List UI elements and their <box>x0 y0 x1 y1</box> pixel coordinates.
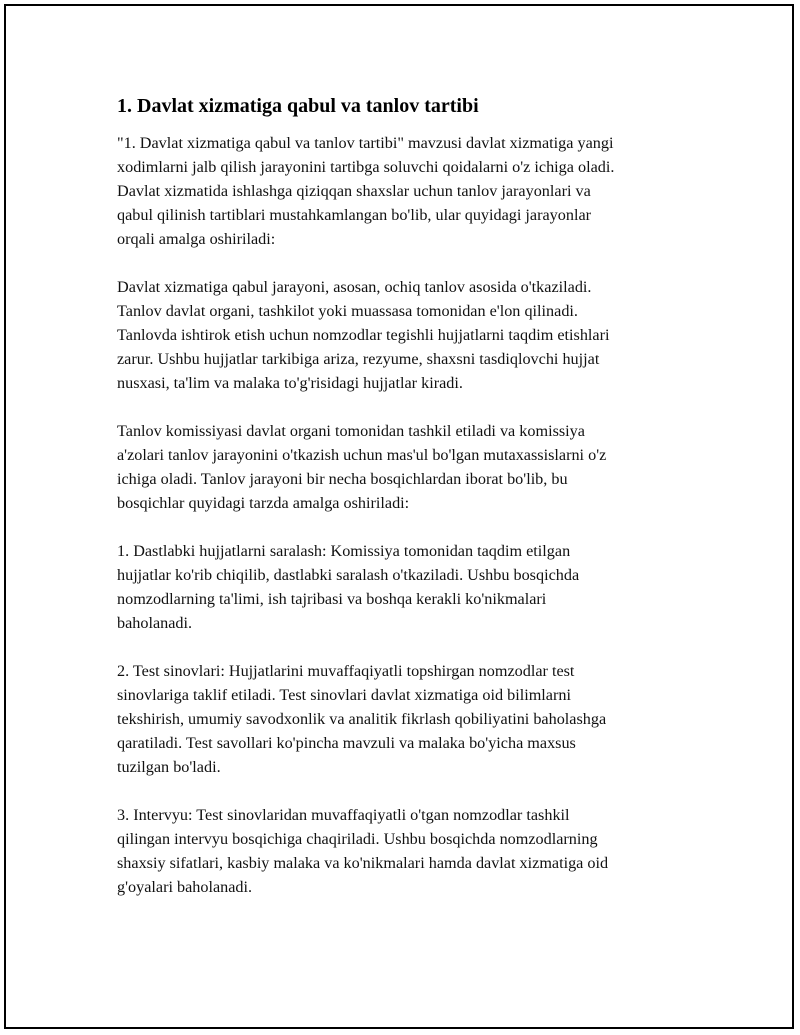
paragraph-stage-2: 2. Test sinovlari: Hujjatlarini muvaffaqiyatli topshirgan nomzodlar test sinovlariga taklif etiladi. Test sinovlari davlat xizmatiga oid bilimlarni tekshirish, umumiy savodxonlik va analitik fikrlash qobiliyatini baholashga qaratiladi. Test savollari ko'pincha mavzuli va malaka bo'yicha maxsus tuzilgan bo'ladi. <box>117 662 607 776</box>
document-body <box>117 94 707 923</box>
paragraph-admission: Davlat xizmatiga qabul jarayoni, asosan, ochiq tanlov asosida o'tkaziladi. Tanlov davlat organi, tashkilot yoki muassasa tomonidan e'lon qilinadi. Tanlovda ishtirok etish uchun nomzodlar tegishli hujjatlarni taqdim etishlari zarur. Ushbu hujjatlar tarkibiga ariza, rezyume, shaxsni tasdiqlovchi hujjat nusxasi, ta'lim va malaka to'g'risidagi hujjatlar kiradi. <box>117 278 610 392</box>
section-heading: 1. Davlat xizmatiga qabul va tanlov tartibi <box>117 95 479 117</box>
paragraph-stage-3: 3. Intervyu: Test sinovlaridan muvaffaqiyatli o'tgan nomzodlar tashkil qilingan intervyu bosqichiga chaqiriladi. Ushbu bosqichda nomzodlarning shaxsiy sifatlari, kasbiy malaka va ko'nikmalari hamda davlat xizmatiga oid g'oyalari baholanadi. <box>117 806 609 896</box>
paragraph-intro: "1. Davlat xizmatiga qabul va tanlov tartibi" mavzusi davlat xizmatiga yangi xodimlarni jalb qilish jarayonini tartibga soluvchi qoidalarni o'z ichiga oladi. Davlat xizmatida ishlashga qiziqqan shaxslar uchun tanlov jarayonlari va qabul qilinish tartiblari mustahkamlangan bo'lib, ular quyidagi jarayonlar orqali amalga oshiriladi: <box>117 134 615 248</box>
paragraph-stage-1: 1. Dastlabki hujjatlarni saralash: Komissiya tomonidan taqdim etilgan hujjatlar ko'rib chiqilib, dastlabki saralash o'tkaziladi. Ushbu bosqichda nomzodlarning ta'limi, ish tajribasi va boshqa kerakli ko'nikmalari baholanadi. <box>117 542 580 632</box>
paragraph-commission: Tanlov komissiyasi davlat organi tomonidan tashkil etiladi va komissiya a'zolari tanlov jarayonini o'tkazish uchun mas'ul bo'lgan mutaxassislarni o'z ichiga oladi. Tanlov jarayoni bir necha bosqichlardan iborat bo'lib, bu bosqichlar quyidagi tarzda amalga oshiriladi: <box>117 422 607 512</box>
